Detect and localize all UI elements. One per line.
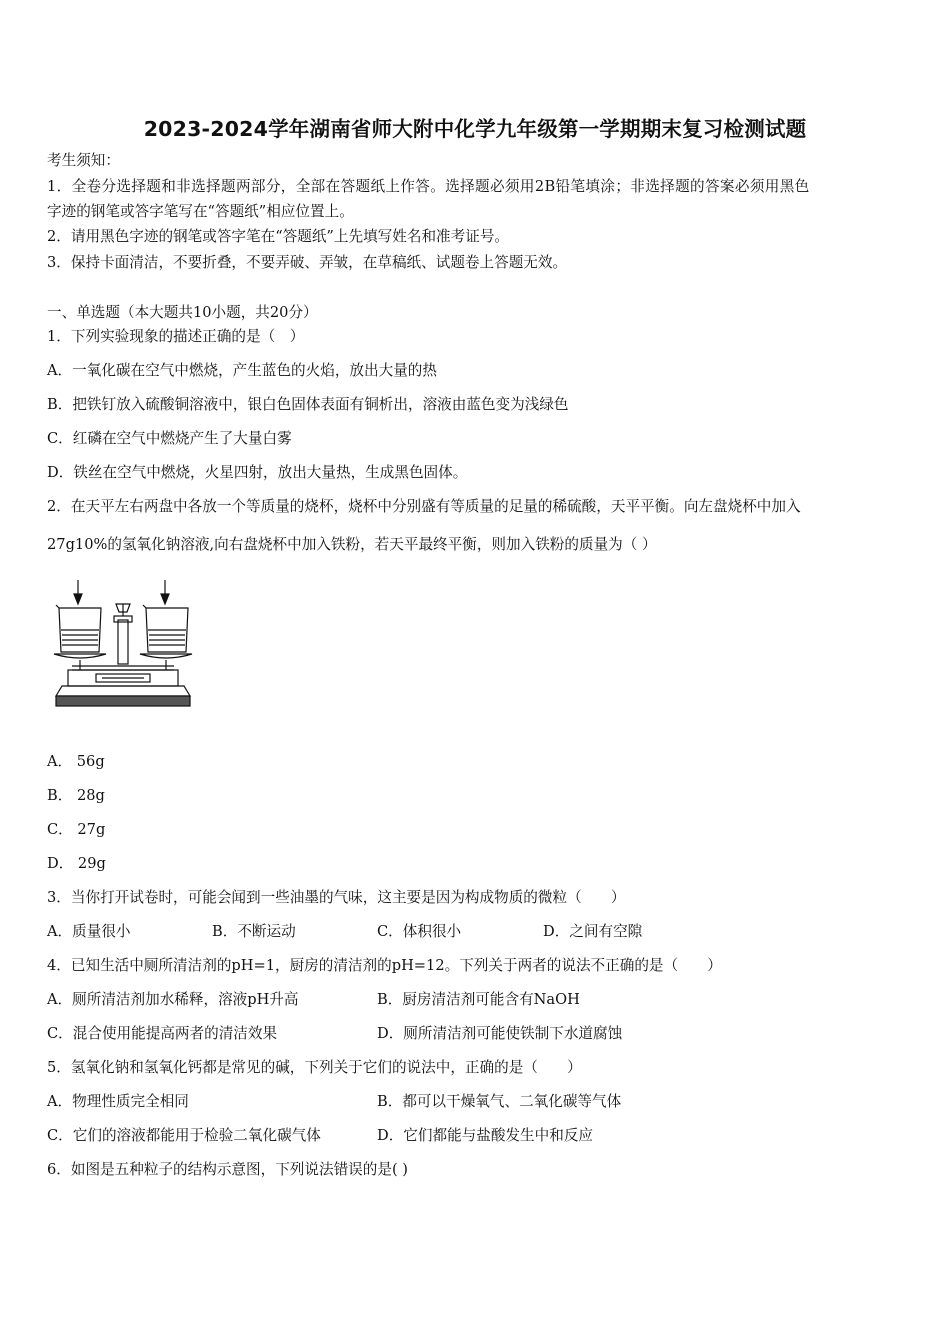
q2-option-a: A． 56g: [47, 753, 105, 770]
q2-stem-line1: 2．在天平左右两盘中各放一个等质量的烧杯，烧杯中分别盛有等质量的足量的稀硫酸，天平平衡。向左盘烧杯中加入: [47, 498, 801, 515]
q5-option-c: C．它们的溶液都能用于检验二氧化碳气体: [47, 1127, 321, 1144]
q5-option-a: A．物理性质完全相同: [47, 1093, 189, 1110]
q3-stem: 3．当你打开试卷时，可能会闻到一些油墨的气味，这主要是因为构成物质的微粒（ ）: [47, 889, 626, 906]
q5-stem: 5．氢氧化钠和氢氧化钙都是常见的碱，下列关于它们的说法中，正确的是（ ）: [47, 1059, 582, 1076]
q2-option-c: C． 27g: [47, 821, 106, 838]
q1-option-a: A．一氧化碳在空气中燃烧，产生蓝色的火焰，放出大量的热: [47, 362, 437, 379]
notice-heading: 考生须知：: [47, 152, 120, 169]
q4-option-b: B．厨房清洁剂可能含有NaOH: [377, 991, 580, 1008]
balance-scale-figure: [52, 578, 194, 712]
exam-title: 2023-2024学年湖南省师大附中化学九年级第一学期期末复习检测试题: [143, 117, 807, 141]
q1-stem: 1．下列实验现象的描述正确的是（ ）: [47, 328, 305, 345]
q4-stem: 4．已知生活中厕所清洁剂的pH=1，厨房的清洁剂的pH=12。下列关于两者的说法不正确的是（ ）: [47, 957, 722, 974]
q4-option-d: D．厕所清洁剂可能使铁制下水道腐蚀: [377, 1025, 623, 1042]
q2-stem-line2: 27g10%的氢氧化钠溶液,向右盘烧杯中加入铁粉，若天平最终平衡，则加入铁粉的质量为（ ）: [47, 536, 657, 553]
q2-option-b: B． 28g: [47, 787, 105, 804]
notice-item-1-cont: 字迹的钢笔或答字笔写在“答题纸”相应位置上。: [47, 203, 354, 220]
q1-option-b: B．把铁钉放入硫酸铜溶液中，银白色固体表面有铜析出，溶液由蓝色变为浅绿色: [47, 396, 569, 413]
q6-stem: 6．如图是五种粒子的结构示意图，下列说法错误的是( ): [47, 1161, 408, 1178]
q4-option-c: C．混合使用能提高两者的清洁效果: [47, 1025, 278, 1042]
q3-option-b: B．不断运动: [212, 923, 296, 940]
q2-option-d: D． 29g: [47, 855, 106, 872]
notice-item-1: 1．全卷分选择题和非选择题两部分，全部在答题纸上作答。选择题必须用2B铅笔填涂；非选择题的答案必须用黑色: [47, 178, 810, 195]
q5-option-b: B．都可以干燥氧气、二氧化碳等气体: [377, 1093, 622, 1110]
q1-option-d: D．铁丝在空气中燃烧，火星四射，放出大量热，生成黑色固体。: [47, 464, 468, 481]
section-heading: 一、单选题（本大题共10小题，共20分）: [47, 304, 318, 321]
q4-option-a: A．厕所清洁剂加水稀释，溶液pH升高: [47, 991, 299, 1008]
notice-item-3: 3．保持卡面清洁，不要折叠，不要弄破、弄皱，在草稿纸、试题卷上答题无效。: [47, 254, 568, 271]
q3-option-c: C．体积很小: [377, 923, 462, 940]
q1-option-c: C．红磷在空气中燃烧产生了大量白雾: [47, 430, 292, 447]
q3-option-a: A．质量很小: [47, 923, 131, 940]
q5-option-d: D．它们都能与盐酸发生中和反应: [377, 1127, 594, 1144]
notice-item-2: 2．请用黑色字迹的钢笔或答字笔在“答题纸”上先填写姓名和准考证号。: [47, 228, 510, 245]
q3-option-d: D．之间有空隙: [543, 923, 643, 940]
